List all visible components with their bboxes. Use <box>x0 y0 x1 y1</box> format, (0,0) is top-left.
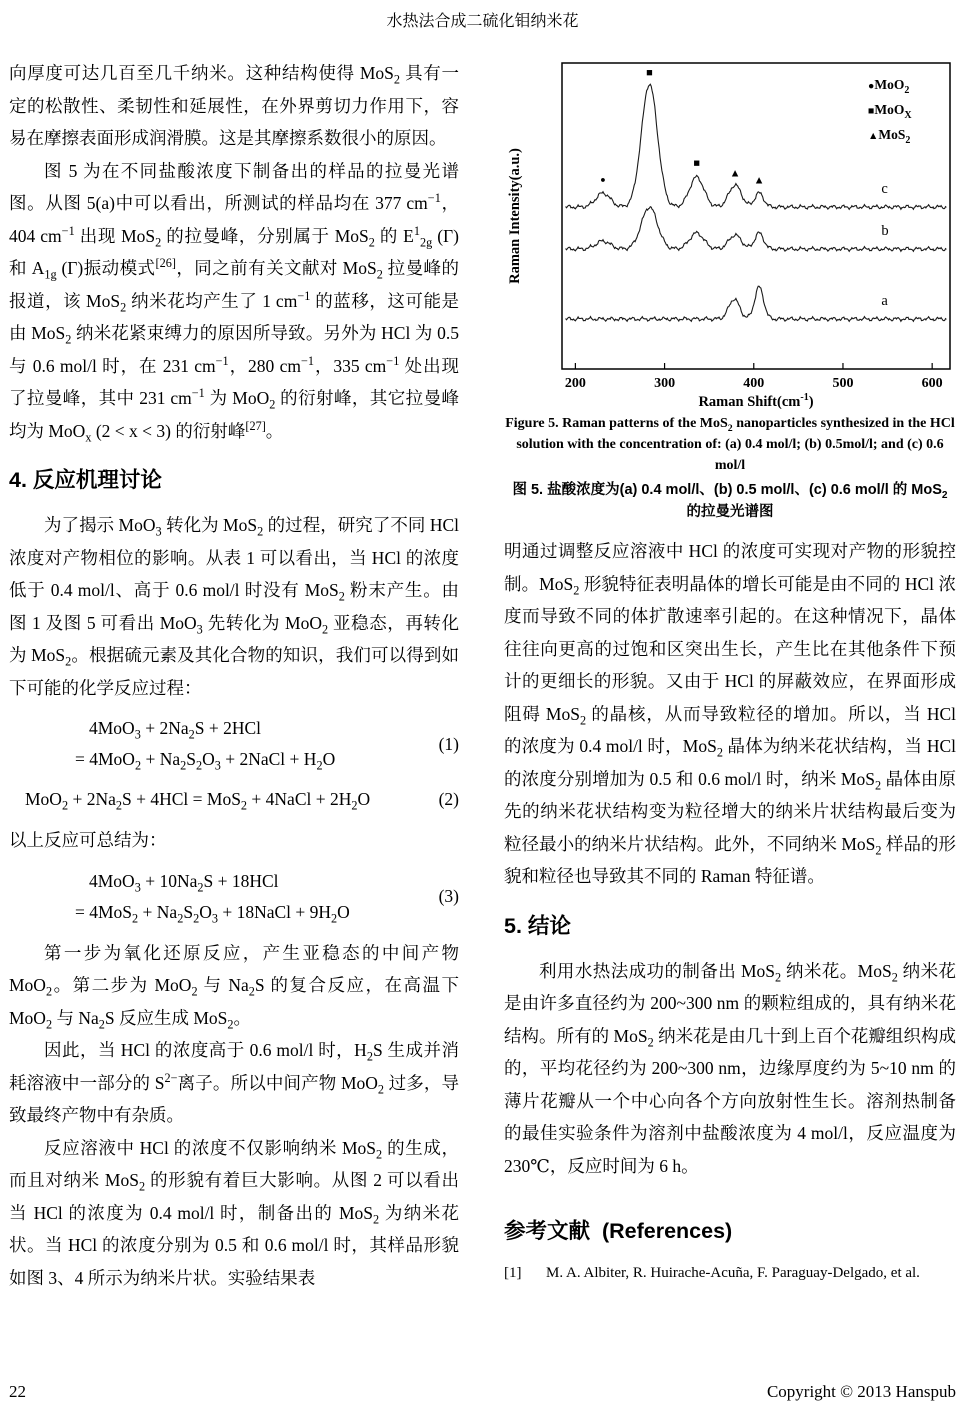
svg-text:b: b <box>881 223 889 239</box>
reference-number: [1] <box>504 1265 522 1281</box>
two-column-body <box>9 57 956 1294</box>
paragraph: 第一步为氧化还原反应，产生亚稳态的中间产物 MoO$_2$。第二步为 MoO$_2$ 与 $Na_2S$ 的复合反应，在高温下 MoO$_2$ 与 $Na_2S$ 反应生成 MoS$_2$。 <box>9 942 460 1031</box>
svg-text:●: ● <box>600 174 606 185</box>
equation-1 <box>9 713 459 775</box>
equation-3-body <box>9 866 411 928</box>
svg-text:■: ■ <box>646 67 653 80</box>
svg-text:200: 200 <box>564 376 586 391</box>
section-5-heading: 5. 结论 <box>504 913 571 938</box>
svg-text:Raman Intensity(a.u.): Raman Intensity(a.u.) <box>507 148 523 284</box>
paragraph: 反应溶液中 HCl 的浓度不仅影响纳米 MoS$_2$ 的生成，而且对纳米 MoS$_2$ 的形貌有着巨大影响。从图 2 可以看出当 HCl 的浓度为 0.4 mol/l 时，制备出的 MoS$_2$ 为纳米花状。当 HCl 的浓度分别为 0.5 和 0.6 mol/l 时，其样品形貌如图 3、4 所示为纳米片状。实验结果表 <box>9 1137 460 1288</box>
svg-text:■: ■ <box>693 157 701 170</box>
svg-text:600: 600 <box>921 376 943 391</box>
section-4-heading: 4. 反应机理讨论 <box>9 468 162 492</box>
equation-1-body <box>9 713 411 775</box>
svg-text:500: 500 <box>832 376 854 391</box>
paragraph: 利用水热法成功的制备出 MoS$_2$ 纳米花。MoS$_2$ 纳米花是由许多直径约为 200~300 nm 的颗粒组成的，具有纳米花结构。所有的 MoS$_2$ 纳米花是由几十到上百个花瓣组织构成的，平均花径约为 200~300 nm，边缘厚度约为 5~10 nm 的薄片花瓣从一个中心向各个方向放射性生长。溶剂热制备的最佳实验条件为溶剂中盐酸浓度为 4 mol/l，反应温度为 230℃，反应时间为 6 h。 <box>504 960 957 1176</box>
equation-line: = $4MoS_2 + Na_2S_2O_3$ + 18NaCl + $9H_2O$ <box>75 901 350 925</box>
paragraph: 明通过调整反应溶液中 HCl 的浓度可实现对产物的形貌控制。MoS$_2$ 形貌特征表明晶体的增长可能是由不同的 HCl 浓度而导致不同的体扩散速率引起的。在这种情况下，晶体往往向更高的过饱和区突出生长，产生比在其他条件下预计的更细长的形貌。又由于 HCl 的屏蔽效应，在界面形成阻碍 MoS$_2$ 的晶核，从而导致粒径的增加。所以，当 HCl 的浓度为 0.4 mol/l 时，MoS$_2$ 晶体为纳米花状结构，当 HCl 的浓度分别增加为 0.5 和 0.6 mol/l 时，纳米 MoS$_2$ 晶体由原先的纳米花状结构变为粒径增大的纳米片状结构最后变为粒径最小的纳米片状结构。此外，不同纳米 MoS$_2$ 样品的形貌和粒径也导致其不同的 Raman 特征谱。 <box>504 541 957 886</box>
left-column <box>9 57 459 1294</box>
equation-line: = $4MoO_2 + Na_2S_2O_3$ + 2NaCl + $H_2O$ <box>75 749 336 773</box>
references-heading: 参考文献 (References) <box>504 1219 733 1243</box>
raman-chart-svg <box>504 57 956 409</box>
svg-text:a: a <box>881 293 888 309</box>
svg-text:300: 300 <box>654 376 676 391</box>
page-footer <box>9 1382 956 1402</box>
svg-text:c: c <box>881 181 888 197</box>
running-head: 水热法合成二硫化钼纳米花 <box>386 13 579 30</box>
figure-caption-en: Figure 5. Raman patterns of the MoS$_2$ nanoparticles synthesized in the HCl solution with the concentration of: (a) 0.4 mol/l; (b) 0.5mol/l; and (c) 0.6 mol/l <box>505 416 955 473</box>
paragraph: 为了揭示 MoO$_3$ 转化为 MoS$_2$ 的过程，研究了不同 HCl 浓度对产物相位的影响。从表 1 可以看出，当 HCl 的浓度低于 0.4 mol/l、高于 0.6 mol/l 时没有 MoS$_2$ 粉末产生。由图 1 及图 5 可看出 MoO$_3$ 先转化为 MoO$_2$ 亚稳态，再转化为 MoS$_2$。根据硫元素及其化合物的知识，我们可以得到如下可能的化学反应过程： <box>9 515 460 698</box>
reference-item <box>504 1262 956 1284</box>
copyright-notice: Copyright © 2013 Hanspub <box>766 1382 956 1401</box>
figure-caption-zh: 图 5. 盐酸浓度为(a) 0.4 mol/l、(b) 0.5 mol/l、(c) 0.6 mol/l 的 MoS$_2$ 的拉曼光谱图 <box>512 482 948 520</box>
equation-number: (3) <box>438 886 459 906</box>
equation-number: (2) <box>438 789 459 809</box>
equation-2 <box>9 784 459 815</box>
svg-text:400: 400 <box>743 376 765 391</box>
paragraph: 图 5 为在不同盐酸浓度下制备出的样品的拉曼光谱图。从图 5(a)中可以看出，所测试的样品均在 377 $cm^{-1}$，404 $cm^{-1}$ 出现 MoS$_2$ 的拉曼峰，分别属于 MoS$_2$ 的 $E^1_{2g}$ (Γ)和 $A_{1g}$ (Γ)振动模式[26]，同之前有关文献对 MoS$_2$ 拉曼峰的报道，该 MoS$_2$ 纳米花均产生了 1 $cm^{-1}$ 的蓝移，这可能是由 MoS$_2$ 纳米花紧束缚力的原因所导致。另外为 HCl 为 0.5 与 0.6 mol/l 时，在 231 $cm^{-1}$，280 $cm^{-1}$，335 $cm^{-1}$ 处出现了拉曼峰，其中 231 $cm^{-1}$ 为 MoO$_2$ 的衍射峰，其它拉曼峰均为 MoO$_x$ (2 < x < 3) 的衍射峰[27]。 <box>9 160 460 444</box>
svg-text:▲: ▲ <box>729 167 741 180</box>
equation-line: $4MoO_3 + 10Na_2S + 18HCl$ <box>89 870 279 894</box>
svg-text:●MoO2: ●MoO$_2$ <box>868 77 910 96</box>
figure-5-caption <box>504 413 956 523</box>
equation-line: $4MoO_3 + 2Na_2S + 2HCl$ <box>89 718 262 742</box>
raman-chart <box>504 57 956 409</box>
equation-2-body <box>9 784 411 815</box>
page-number: 22 <box>9 1382 26 1401</box>
equation-number: (1) <box>438 733 459 754</box>
svg-text:▲: ▲ <box>753 174 765 187</box>
figure-5 <box>504 57 956 523</box>
paragraph: 以上反应可总结为： <box>9 830 167 850</box>
equation-3 <box>9 866 459 928</box>
svg-text:Raman Shift(cm-1): Raman $Shift(cm^{-1})$ <box>698 392 814 409</box>
svg-text:■MoOX: ■MoO$_X$ <box>868 102 912 121</box>
right-column <box>504 57 956 1294</box>
equation-line: $MoO_2 + 2Na_2S + 4HCl = MoS_2$ + 4NaCl + $2H_2O$ <box>25 789 371 813</box>
paragraph: 向厚度可达几百至几千纳米。这种结构使得 MoS$_2$ 具有一定的松散性、柔韧性和延展性，在外界剪切力作用下，容易在摩擦表面形成润滑膜。这是其摩擦系数很小的原因。 <box>9 63 460 148</box>
paragraph: 因此，当 HCl 的浓度高于 0.6 mol/l 时，$H_2S$ 生成并消耗溶液中一部分的 $S^{2-}$离子。所以中间产物 MoO$_2$ 过多，导致最终产物中有杂质。 <box>9 1040 460 1125</box>
reference-text: M. A. Albiter, R. Huirache-Acuña, F. Paraguay-Delgado, et al. <box>546 1265 920 1281</box>
svg-text:▲MoS2: ▲MoS$_2$ <box>868 127 911 146</box>
